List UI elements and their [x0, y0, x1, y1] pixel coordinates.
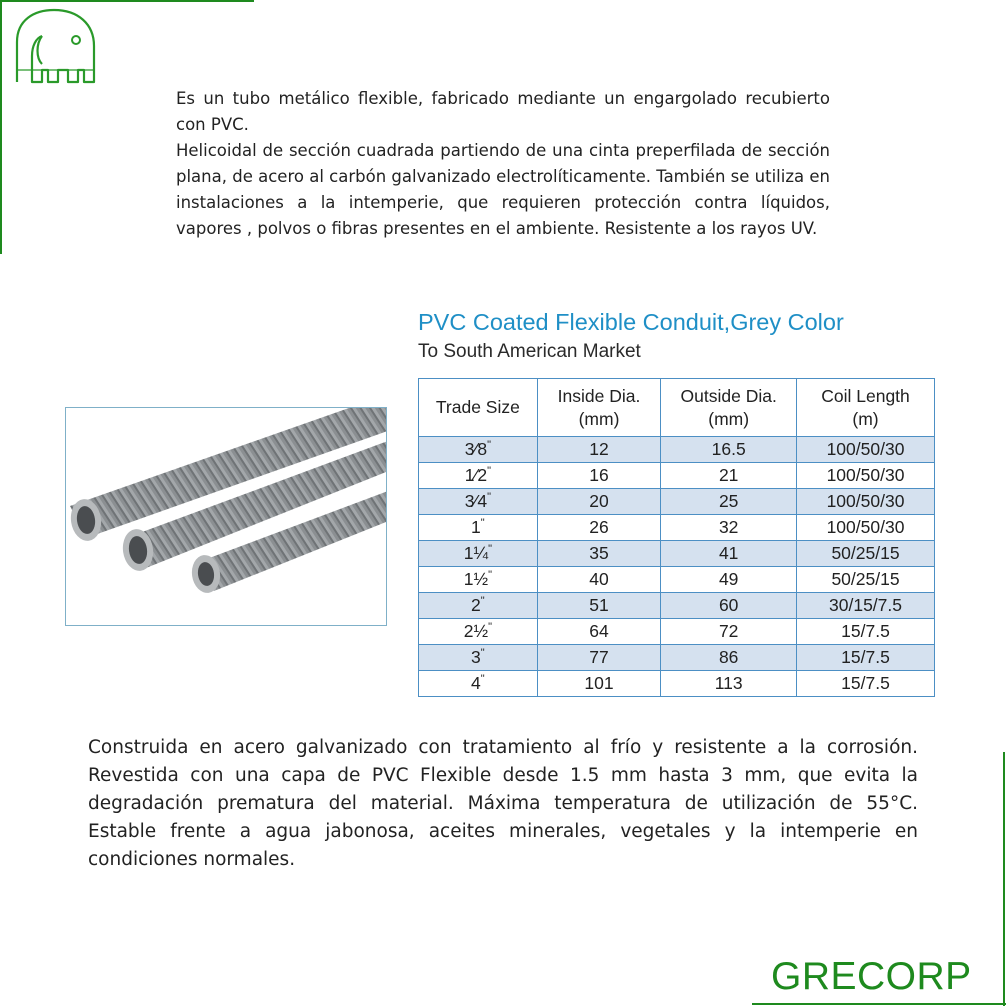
- cell-inside: 12: [537, 437, 661, 463]
- cell-trade-size: 1¼": [419, 541, 538, 567]
- cell-trade-size: 3⁄4": [419, 489, 538, 515]
- cell-coil: 100/50/30: [797, 437, 935, 463]
- table-row: [419, 463, 935, 489]
- table-header-row: [419, 379, 935, 437]
- cell-outside: 32: [661, 515, 797, 541]
- cell-inside: 20: [537, 489, 661, 515]
- cell-coil: 15/7.5: [797, 671, 935, 697]
- cell-trade-size: 3⁄8": [419, 437, 538, 463]
- cell-trade-size: 1⁄2": [419, 463, 538, 489]
- table-subtitle: To South American Market: [418, 341, 641, 362]
- cell-outside: 16.5: [661, 437, 797, 463]
- header-inside-dia: Inside Dia. (mm): [537, 379, 661, 437]
- header-outside-dia: Outside Dia. (mm): [661, 379, 797, 437]
- table-row: [419, 567, 935, 593]
- elephant-icon: [14, 8, 96, 86]
- cell-trade-size: 2": [419, 593, 538, 619]
- description-paragraph: Construida en acero galvanizado con tratamiento al frío y resistente a la corrosión. Revestida con una capa de PVC Flexible desde 1.5 mm hasta 3 mm, que evita la degradación prematura del material. Máxima temperatura de utilización de 55°C. Estable frente a agua jabonosa, aceites minerales, vegetales y la intemperie en condiciones normales.: [88, 737, 918, 870]
- frame-corner-top: [0, 0, 254, 2]
- description-text: [88, 734, 918, 874]
- intro-paragraph-2: Helicoidal de sección cuadrada partiendo de una cinta preperfilada de sección plana, de acero al carbón galvanizado electrolíticamente. También se utiliza en instalaciones a la intemperie, que requieren protección contra líquidos, vapores , polvos o fibras presentes en el ambiente. Resistente a los rayos UV.: [176, 141, 830, 238]
- cell-inside: 51: [537, 593, 661, 619]
- header-coil-length: Coil Length (m): [797, 379, 935, 437]
- cell-outside: 25: [661, 489, 797, 515]
- frame-corner-right: [1003, 752, 1005, 1006]
- cell-trade-size: 3": [419, 645, 538, 671]
- intro-paragraph-1: Es un tubo metálico flexible, fabricado mediante un engargolado recubierto con PVC.: [176, 89, 830, 134]
- conduit-photo: [65, 407, 387, 626]
- intro-text: [176, 86, 830, 242]
- brand-name: GRECORP: [771, 955, 972, 998]
- cell-coil: 50/25/15: [797, 541, 935, 567]
- cell-outside: 86: [661, 645, 797, 671]
- table-row: [419, 645, 935, 671]
- table-row: [419, 489, 935, 515]
- cell-trade-size: 2½": [419, 619, 538, 645]
- cell-trade-size: 4": [419, 671, 538, 697]
- header-trade-size: Trade Size: [419, 379, 538, 437]
- frame-corner-bottom: [752, 1003, 1006, 1005]
- cell-outside: 21: [661, 463, 797, 489]
- cell-trade-size: 1½": [419, 567, 538, 593]
- cell-inside: 101: [537, 671, 661, 697]
- cell-inside: 77: [537, 645, 661, 671]
- cell-coil: 15/7.5: [797, 645, 935, 671]
- cell-coil: 100/50/30: [797, 463, 935, 489]
- cell-coil: 100/50/30: [797, 489, 935, 515]
- cell-inside: 35: [537, 541, 661, 567]
- cell-outside: 72: [661, 619, 797, 645]
- cell-inside: 40: [537, 567, 661, 593]
- cell-outside: 113: [661, 671, 797, 697]
- cell-outside: 41: [661, 541, 797, 567]
- table-title: PVC Coated Flexible Conduit,Grey Color: [418, 309, 844, 335]
- table-row: [419, 437, 935, 463]
- conduit-spec-table: [418, 378, 935, 697]
- cell-coil: 15/7.5: [797, 619, 935, 645]
- table-row: [419, 541, 935, 567]
- table-row: [419, 515, 935, 541]
- table-row: [419, 671, 935, 697]
- cell-inside: 64: [537, 619, 661, 645]
- cell-coil: 30/15/7.5: [797, 593, 935, 619]
- cell-inside: 26: [537, 515, 661, 541]
- cell-trade-size: 1": [419, 515, 538, 541]
- cell-outside: 49: [661, 567, 797, 593]
- table-row: [419, 593, 935, 619]
- cell-coil: 50/25/15: [797, 567, 935, 593]
- cell-inside: 16: [537, 463, 661, 489]
- cell-outside: 60: [661, 593, 797, 619]
- table-row: [419, 619, 935, 645]
- cell-coil: 100/50/30: [797, 515, 935, 541]
- frame-corner-left: [0, 0, 2, 254]
